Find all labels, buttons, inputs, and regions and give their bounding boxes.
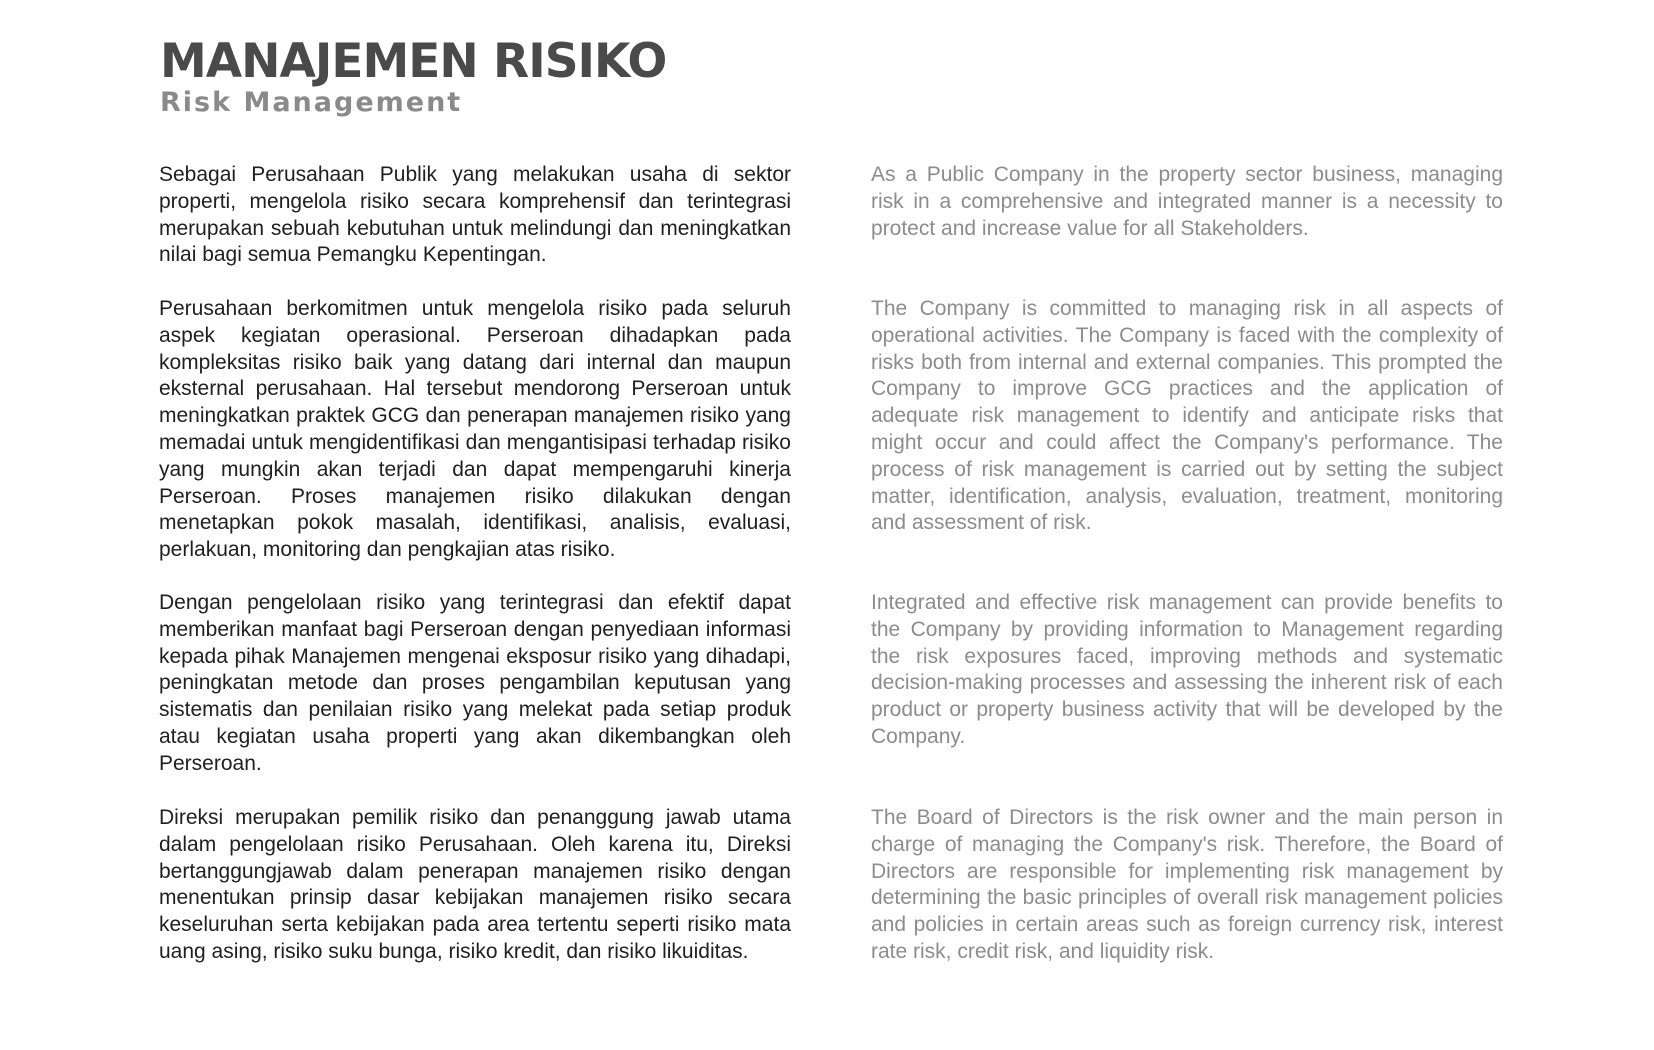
english-paragraph-1: As a Public Company in the property sector business, managing risk in a comprehensive and integrated manner is a necessity to protect and increase value for all Stakeholders. (871, 163, 1503, 240)
indonesian-paragraph-2: Perusahaan berkomitmen untuk mengelola risiko pada seluruh aspek kegiatan operasional. Perseroan dihadapkan pada kompleksitas risiko baik yang datang dari internal dan maupun eksternal perusahaan. Hal tersebut mendorong Perseroan untuk meningkatkan praktek GCG dan penerapan manajemen risiko yang memadai untuk mengidentifikasi dan mengantisipasi terhadap risiko yang mungkin akan terjadi dan dapat mempengaruhi kinerja Perseroan. Proses manajemen risiko dilakukan dengan menetapkan pokok masalah, identifikasi, analisis, evaluasi, perlakuan, monitoring dan pengkajian atas risiko. (159, 297, 791, 562)
page-subtitle: Risk Management (160, 87, 463, 118)
indonesian-paragraph-1: Sebagai Perusahaan Publik yang melakukan usaha di sektor properti, mengelola risiko secara komprehensif dan terintegrasi merupakan sebuah kebutuhan untuk melindungi dan meningkatkan nilai bagi semua Pemangku Kepentingan. (159, 163, 791, 267)
english-paragraph-2: The Company is committed to managing risk in all aspects of operational activities. The Company is faced with the complexity of risks both from internal and external companies. This prompted the Company to improve GCG practices and the application of adequate risk management to identify and anticipate risks that might occur and could affect the Company's performance. The process of risk management is carried out by setting the subject matter, identification, analysis, evaluation, treatment, monitoring and assessment of risk. (871, 297, 1503, 535)
english-paragraph-3: Integrated and effective risk management can provide benefits to the Company by providing information to Management regarding the risk exposures faced, improving methods and systematic decision-making processes and assessing the inherent risk of each product or property business activity that will be developed by the Company. (871, 591, 1503, 748)
page-title: MANAJEMEN RISIKO (160, 34, 667, 89)
indonesian-paragraph-4: Direksi merupakan pemilik risiko dan penanggung jawab utama dalam pengelolaan risiko Perusahaan. Oleh karena itu, Direksi bertanggungjawab dalam penerapan manajemen risiko dengan menentukan prinsip dasar kebijakan manajemen risiko secara keseluruhan serta kebijakan pada area tertentu seperti risiko mata uang asing, risiko suku bunga, risiko kredit, dan risiko likuiditas. (159, 806, 791, 963)
english-paragraph-4: The Board of Directors is the risk owner and the main person in charge of managing the Company's risk. Therefore, the Board of Directors are responsible for implementing risk management by determining the basic principles of overall risk management policies and policies in certain areas such as foreign currency risk, interest rate risk, credit risk, and liquidity risk. (871, 806, 1503, 963)
indonesian-paragraph-3: Dengan pengelolaan risiko yang terintegrasi dan efektif dapat memberikan manfaat bagi Perseroan dengan penyediaan informasi kepada pihak Manajemen mengenai eksposur risiko yang dihadapi, peningkatan metode dan proses pengambilan keputusan yang sistematis dan penilaian risiko yang melekat pada setiap produk atau kegiatan usaha properti yang akan dikembangkan oleh Perseroan. (159, 591, 791, 775)
